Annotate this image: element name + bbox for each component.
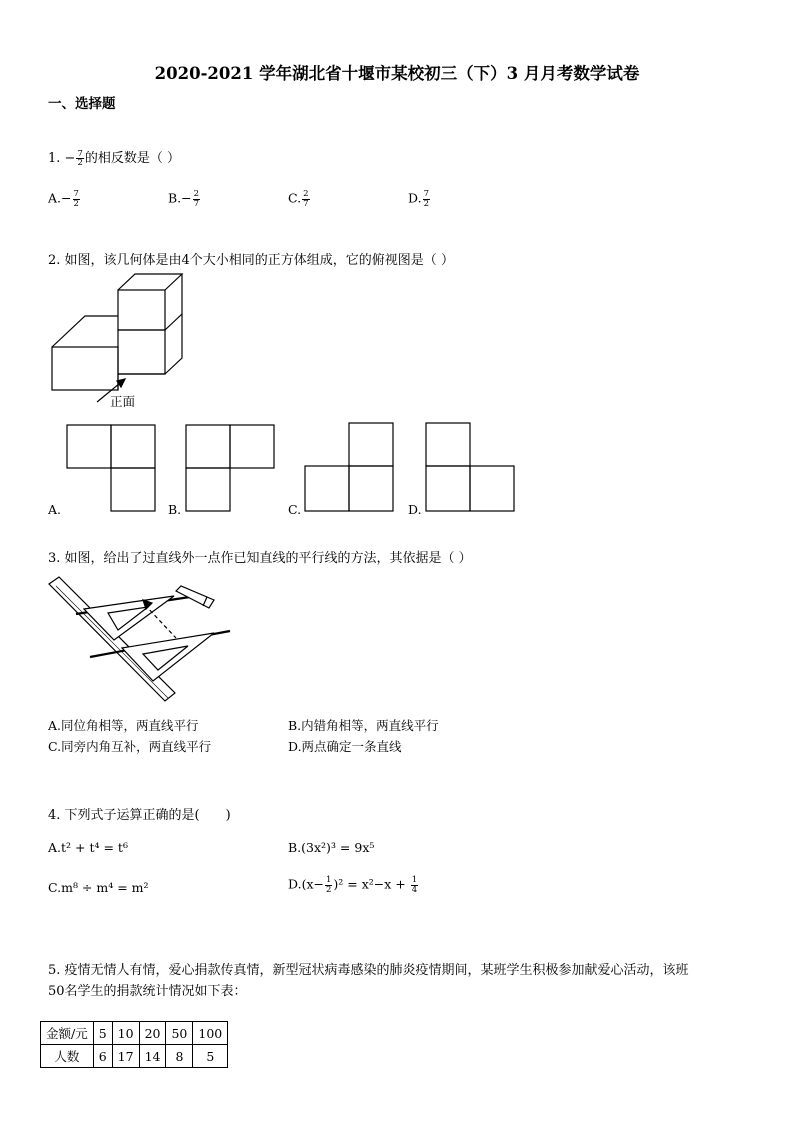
q2-option-d-figure: [426, 423, 514, 511]
q2-option-b[interactable]: B.: [168, 502, 182, 517]
exam-title: 2020-2021 学年湖北省十堰市某校初三（下）3 月月考数学试卷: [154, 64, 640, 83]
table-cell: 17: [112, 1045, 139, 1068]
section-heading: 一、选择题: [48, 96, 116, 112]
q1-option-a[interactable]: A.− $\frac{7}{2}$: [48, 189, 79, 209]
q2-option-a-figure: [67, 425, 155, 511]
table-cell: 20: [139, 1022, 166, 1045]
question-3: 3. 如图，给出了过直线外一点作已知直线的平行线的方法，其依据是（ ）: [48, 551, 472, 566]
table-cell: 6: [93, 1045, 112, 1068]
parallel-construction-figure: [49, 577, 230, 701]
table-cell: 100: [193, 1022, 228, 1045]
table-cell: 50: [166, 1022, 193, 1045]
q1-option-c[interactable]: C. $\frac{2}{7}$: [288, 189, 309, 209]
q2-option-a[interactable]: A.: [48, 502, 62, 517]
q3-option-d[interactable]: D.两点确定一条直线: [288, 739, 402, 754]
table-row: [41, 1045, 228, 1068]
q1-minus: −: [64, 151, 76, 166]
q3-option-b[interactable]: B.内错角相等，两直线平行: [288, 718, 439, 733]
q1-fraction: $\frac{7}{2}$: [77, 148, 83, 168]
question-5-line1: 5. 疫情无情人有情，爱心捐款传真情，新型冠状病毒感染的肺炎疫情期间，某班学生积极参加献爱心活动，该班: [48, 963, 689, 978]
question-5-line2: 50名学生的捐款统计情况如下表：: [48, 984, 247, 999]
q3-option-c[interactable]: C.同旁内角互补，两直线平行: [48, 739, 212, 754]
q2-option-d[interactable]: D.: [408, 502, 422, 517]
table-row: [41, 1022, 228, 1045]
q3-option-a[interactable]: A.同位角相等，两直线平行: [48, 718, 199, 733]
question-2: 2. 如图，该几何体是由4个大小相同的正方体组成，它的俯视图是（ ）: [48, 253, 454, 268]
table-cell: 金额/元: [41, 1022, 94, 1045]
q4-option-d[interactable]: D.(x− $\frac{1}{2}$ )² = x²−x + $\frac{1}{4}$: [288, 875, 418, 895]
table-cell: 14: [139, 1045, 166, 1068]
q4-option-b[interactable]: B.(3x²)³ = 9x⁵: [288, 840, 375, 855]
question-4: 4. 下列式子运算正确的是( ): [48, 808, 231, 823]
cube-solid: [52, 274, 182, 390]
table-cell: 5: [93, 1022, 112, 1045]
q1-option-b[interactable]: B.− $\frac{2}{7}$: [168, 189, 200, 209]
table-cell: 人数: [41, 1045, 94, 1068]
q1-number: 1.: [48, 151, 61, 166]
q1-text: 的相反数是（ ）: [84, 151, 181, 166]
table-cell: 8: [166, 1045, 193, 1068]
q1-option-d[interactable]: D. $\frac{7}{2}$: [408, 189, 429, 209]
q4-option-a[interactable]: A.t² + t⁴ = t⁶: [48, 840, 128, 855]
front-label: 正面: [110, 394, 136, 409]
table-cell: 5: [193, 1045, 228, 1068]
q2-option-c[interactable]: C.: [288, 502, 302, 517]
q2-option-c-figure: [305, 423, 393, 511]
table-cell: 10: [112, 1022, 139, 1045]
donation-table: [40, 1021, 228, 1068]
q2-option-b-figure: [186, 425, 274, 511]
q4-option-c[interactable]: C.m⁸ ÷ m⁴ = m²: [48, 880, 149, 895]
